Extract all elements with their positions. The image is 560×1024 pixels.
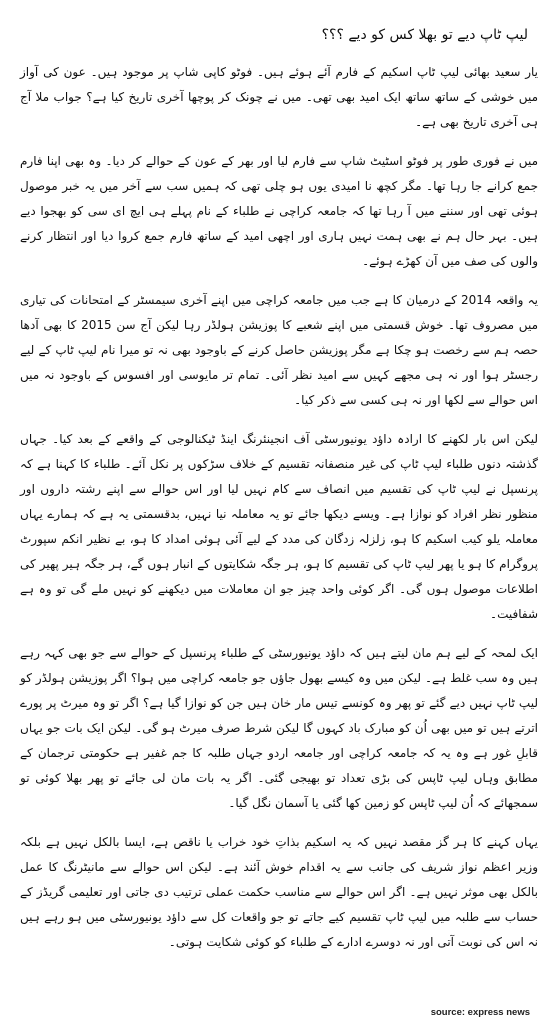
article-paragraph-1: یار سعید بھائی لیپ ٹاپ اسکیم کے فارم آئے ہوئے ہیں۔ فوٹو کاپی شاپ پر موجود ہیں۔ عون کی آواز میں خوشی کے ساتھ ساتھ ایک امید بھی تھی۔ میں نے چونک کر پوچھا آخری تاریخ کیا ہے؟ جواب ملا آج ہی آخری تاریخ بھی ہے۔ xyxy=(20,65,538,129)
article-paragraph-5: ایک لمحہ کے لیے ہم مان لیتے ہیں کہ داؤد یونیورسٹی کے طلباء پرنسپل کے حوالے سے جو بھی کہہ رہے ہیں وہ سب غلط ہے۔ لیکن میں وہ کیسے بھول جاؤں جو جامعہ کراچی میں ہوا؟ اگر پوزیشن ہولڈر کو لیپ ٹاپ نہیں دیے گئے تو پھر وہ کونسے تیس مار خان ہیں جن کو نوازا گیا ہے؟ اگر تو وہ میرٹ پر پورے اترتے ہیں تو میں بھی اُن کو مبارک باد کہوں گا لیکن شرط صرف میرٹ ہو گی۔ لیکن ایک بات جو یہاں قابلِ غور ہے وہ یہ کہ جامعہ کراچی اور جامعہ اردو جہاں طلبہ کا جم غفیر ہے حکومتی ترجمان کے مطابق وہاں لیپ ٹاپس کی بڑی تعداد تو بھیجی گئی۔ اگر یہ بات مان لی جائے تو پھر بھلا کوئی تو سمجھائے کہ اُن لیپ ٹاپس کو زمین کھا گئی یا آسمان نگل گیا۔ xyxy=(20,646,539,810)
article-paragraph-6: یہاں کہنے کا ہر گز مقصد نہیں کہ یہ اسکیم بذاتِ خود خراب یا ناقص ہے، ایسا بالکل نہیں ہے بلکہ وزیر اعظم نواز شریف کی جانب سے یہ اقدام خوش آئند ہے۔ لیکن اس حوالے سے مانیٹرنگ کا عمل بالکل بھی موثر نہیں ہے۔ اگر اس حوالے سے مناسب حکمت عملی ترتیب دی جاتی اور تعلیمی گریڈز کے حساب سے طلبہ میں لیپ ٹاپ تقسیم کیے جاتے تو جو واقعات کل سے داؤد یونیورسٹی میں ہو رہے ہیں نہ اس کی نوبت آتی اور نہ دوسرے ادارے کے طلباء کو کوئی شکایت ہوتی۔ xyxy=(20,835,538,949)
article-paragraph-3: یہ واقعہ 2014 کے درمیان کا ہے جب میں جامعہ کراچی میں اپنے آخری سیمسٹر کے امتحانات کی تیاری میں مصروف تھا۔ خوش قسمتی میں اپنے شعبے کا پوزیشن ہولڈر رہا لیکن آج سن 2015 کا بھی آدھا حصہ ہم سے رخصت ہو چکا ہے مگر پوزیشن حاصل کرنے کے باوجود بھی نہ تو میرا نام لیپ ٹاپ کے لیے رجسٹر ہوا اور نہ ہی مجھے کہیں سے امید نظر آئی۔ تمام تر مایوسی اور افسوس کے باوجود نہ میں اس حوالے سے لکھا اور نہ ہی کسی سے ذکر کیا۔ xyxy=(20,293,539,407)
article-paragraph-2: میں نے فوری طور پر فوٹو اسٹیٹ شاپ سے فارم لیا اور بھر کے عون کے حوالے کر دیا۔ وہ بھی اپنا فارم جمع کرانے جا رہا تھا۔ مگر کچھ نا امیدی یوں ہو چلی تھی کہ ہمیں سب سے آخر میں یہ خبر موصول ہوئی تھی اور سننے میں آ رہا تھا کہ جامعہ کراچی نے طلباء کے نام پہلے ہی ایچ ای سی کو بھجوا دیے ہیں۔ بہر حال ہم نے بھی ہمت نہیں ہاری اور اچھی امید کے ساتھ فارم جمع کروا دیا اور انتظار کرنے والوں کی صف میں آن کھڑے ہوئے۔ xyxy=(20,154,538,268)
article-paragraph-4: لیکن اس بار لکھنے کا ارادہ داؤد یونیورسٹی آف انجینئرنگ اینڈ ٹیکنالوجی کے واقعے کے بعد کیا۔ جہاں گذشتہ دنوں طلباء لیپ ٹاپ کی غیر منصفانہ تقسیم کے خلاف سڑکوں پر نکل آئے۔ طلباء کا کہنا ہے کہ پرنسپل نے لیپ ٹاپ کی تقسیم میں انصاف سے کام نہیں لیا اور اس حوالے سے اپنے رشتہ داروں اور منظور نظر افراد کو نوازا ہے۔ ویسے دیکھا جائے تو یہ معاملہ نیا نہیں، بدقسمتی یہ ہے کہ ہمارے یہاں معاملہ یلو کیب اسکیم کا ہو، زلزلہ زدگان کی مدد کے لیے آئی ہوئی امداد کا ہو، بے نظیر انکم سپورٹ پروگرام کا ہو یا پھر لیپ ٹاپ کی تقسیم کا ہو، ہر جگہ شکایتوں کے انبار ہوں گے، ہر جگہ ہیر پھیر کی اطلاعات موصول ہوں گی۔ اگر کوئی واحد چیز جو ان معاملات میں دیکھنے کو نہیں ملے گی تو وہ ہے شفافیت۔ xyxy=(20,432,538,621)
source-credit: source: express news xyxy=(430,1007,530,1018)
article-title: لیپ ٹاپ دیے تو بھلا کس کو دیے ؟؟؟ xyxy=(321,27,528,43)
